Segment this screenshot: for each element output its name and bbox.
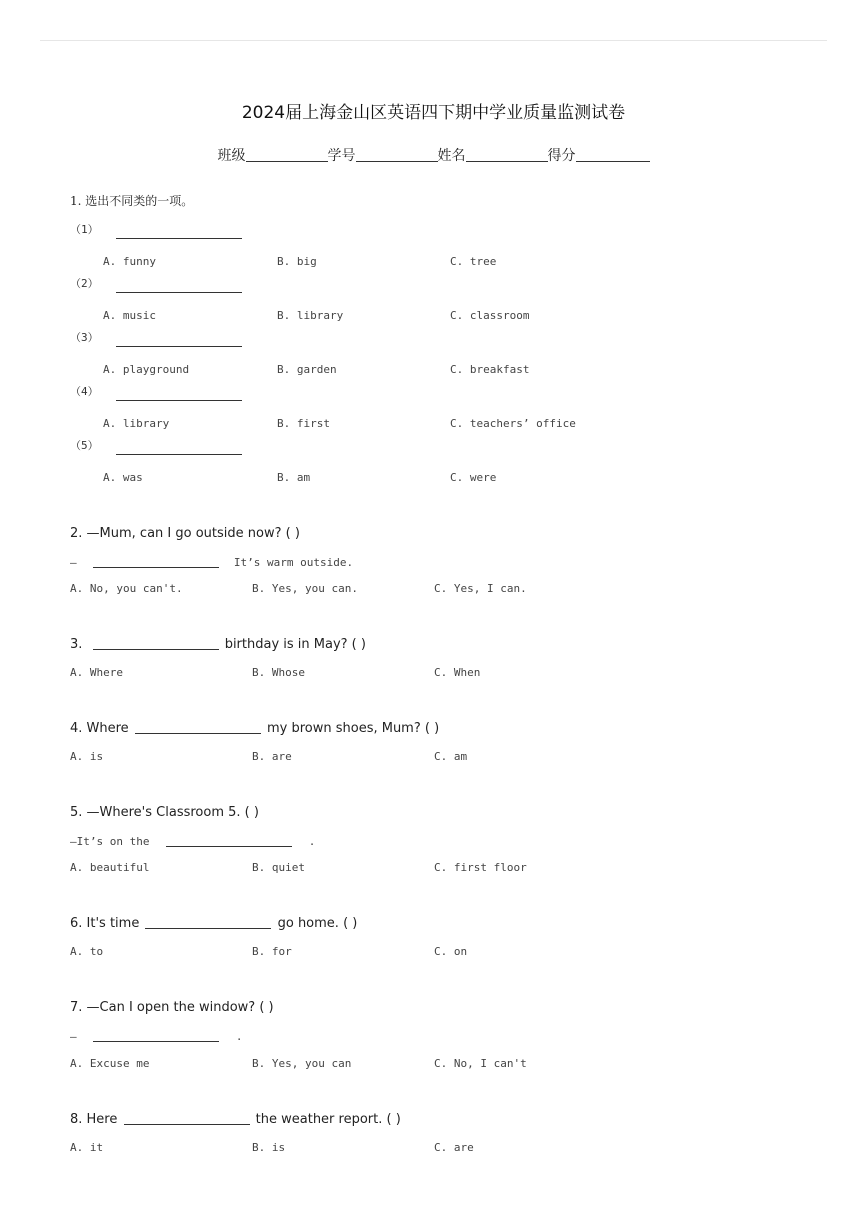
- q1-item-5-option-c: C. were: [450, 471, 497, 484]
- q6-answer-blank[interactable]: [145, 916, 271, 929]
- q1-item-4-option-b: B. first: [277, 417, 330, 430]
- q1-item-4-option-a: A. library: [103, 417, 170, 430]
- q1-item-3-option-a: A. playground: [103, 363, 190, 376]
- q3-option-b: B. Whose: [252, 666, 305, 679]
- q3-number: 3.: [70, 637, 83, 652]
- q5-line-suffix: .: [308, 835, 316, 848]
- q2-option-b: B. Yes, you can.: [252, 582, 358, 595]
- q1-item-1-option-c: C. tree: [450, 255, 497, 268]
- q2-option-a: A. No, you can't.: [70, 582, 183, 595]
- q3-stem-suffix: birthday is in May? ( ): [224, 637, 366, 652]
- question-4-stem: [70, 721, 439, 736]
- q1-item-5-number: （5）: [70, 439, 99, 452]
- q8-stem-prefix: 8. Here: [70, 1112, 118, 1127]
- q4-option-c: C. am: [434, 750, 468, 763]
- q5-answer-blank[interactable]: [166, 834, 292, 847]
- q6-stem-prefix: 6. It's time: [70, 916, 140, 931]
- q1-item-1-answer-blank[interactable]: [116, 238, 242, 239]
- q1-item-4-option-c: C. teachers’ office: [450, 417, 576, 430]
- q1-item-3-option-c: C. breakfast: [450, 363, 530, 376]
- q6-option-b: B. for: [252, 945, 292, 958]
- question-5-stem: 5. —Where's Classroom 5. ( ): [70, 805, 259, 820]
- q5-dialog-line: [70, 834, 315, 848]
- student-id-label: 学号: [327, 148, 356, 164]
- q4-stem-prefix: 4. Where: [70, 721, 129, 736]
- question-6-stem: [70, 916, 357, 931]
- q8-option-c: C. are: [434, 1141, 474, 1154]
- q6-stem-suffix: go home. ( ): [277, 916, 358, 931]
- q2-option-c: C. Yes, I can.: [434, 582, 527, 595]
- q7-option-b: B. Yes, you can: [252, 1057, 352, 1070]
- score-blank[interactable]: [576, 147, 650, 162]
- q1-item-1-number: （1）: [70, 223, 99, 236]
- student-info-line: [0, 145, 867, 165]
- q7-dialog-line: [70, 1029, 243, 1043]
- question-3-stem: [70, 637, 366, 652]
- q2-answer-blank[interactable]: [93, 555, 219, 568]
- q1-item-5-answer-blank[interactable]: [116, 454, 242, 455]
- q5-option-c: C. first floor: [434, 861, 527, 874]
- q2-dash: —: [70, 556, 77, 569]
- q8-answer-blank[interactable]: [124, 1112, 250, 1125]
- q8-stem-suffix: the weather report. ( ): [255, 1112, 401, 1127]
- q1-item-3-answer-blank[interactable]: [116, 346, 242, 347]
- q5-line-prefix: —It’s on the: [70, 835, 150, 848]
- q1-item-2-number: （2）: [70, 277, 99, 290]
- q3-answer-blank[interactable]: [93, 637, 219, 650]
- name-label: 姓名: [437, 148, 466, 164]
- q1-item-4-number: （4）: [70, 385, 99, 398]
- q4-answer-blank[interactable]: [135, 721, 261, 734]
- q1-item-3-number: （3）: [70, 331, 99, 344]
- score-label: 得分: [547, 148, 576, 164]
- q1-item-4-answer-blank[interactable]: [116, 400, 242, 401]
- q1-item-2-answer-blank[interactable]: [116, 292, 242, 293]
- q7-line-suffix: .: [235, 1030, 243, 1043]
- page-title: 2024届上海金山区英语四下期中学业质量监测试卷: [241, 103, 626, 123]
- question-7-stem: 7. —Can I open the window? ( ): [70, 1000, 274, 1015]
- class-label: 班级: [217, 148, 246, 164]
- q1-item-5-option-a: A. was: [103, 471, 143, 484]
- q7-option-a: A. Excuse me: [70, 1057, 150, 1070]
- q3-option-a: A. Where: [70, 666, 123, 679]
- q7-answer-blank[interactable]: [93, 1029, 219, 1042]
- question-8-stem: [70, 1112, 401, 1127]
- q4-option-b: B. are: [252, 750, 292, 763]
- q6-option-c: C. on: [434, 945, 468, 958]
- q1-item-2-option-c: C. classroom: [450, 309, 530, 322]
- q7-dash: —: [70, 1030, 77, 1043]
- q1-item-2-option-a: A. music: [103, 309, 156, 322]
- q6-option-a: A. to: [70, 945, 104, 958]
- q2-line-suffix: It’s warm outside.: [233, 556, 354, 569]
- q1-item-1-option-b: B. big: [277, 255, 317, 268]
- q4-option-a: A. is: [70, 750, 104, 763]
- q2-dialog-line: [70, 555, 353, 569]
- q1-item-2-option-b: B. library: [277, 309, 344, 322]
- question-2-stem: 2. —Mum, can I go outside now? ( ): [70, 526, 300, 541]
- q1-item-5-option-b: B. am: [277, 471, 311, 484]
- q8-option-a: A. it: [70, 1141, 104, 1154]
- q1-item-3-option-b: B. garden: [277, 363, 337, 376]
- class-blank[interactable]: [246, 147, 328, 162]
- q8-option-b: B. is: [252, 1141, 286, 1154]
- q5-option-a: A. beautiful: [70, 861, 150, 874]
- q7-option-c: C. No, I can't: [434, 1057, 527, 1070]
- name-blank[interactable]: [466, 147, 548, 162]
- q1-item-1-option-a: A. funny: [103, 255, 156, 268]
- q3-option-c: C. When: [434, 666, 481, 679]
- q4-stem-suffix: my brown shoes, Mum? ( ): [266, 721, 440, 736]
- question-1-stem: 1. 选出不同类的一项。: [70, 194, 194, 208]
- student-id-blank[interactable]: [356, 147, 438, 162]
- page-top-rule: [40, 40, 827, 41]
- q5-option-b: B. quiet: [252, 861, 305, 874]
